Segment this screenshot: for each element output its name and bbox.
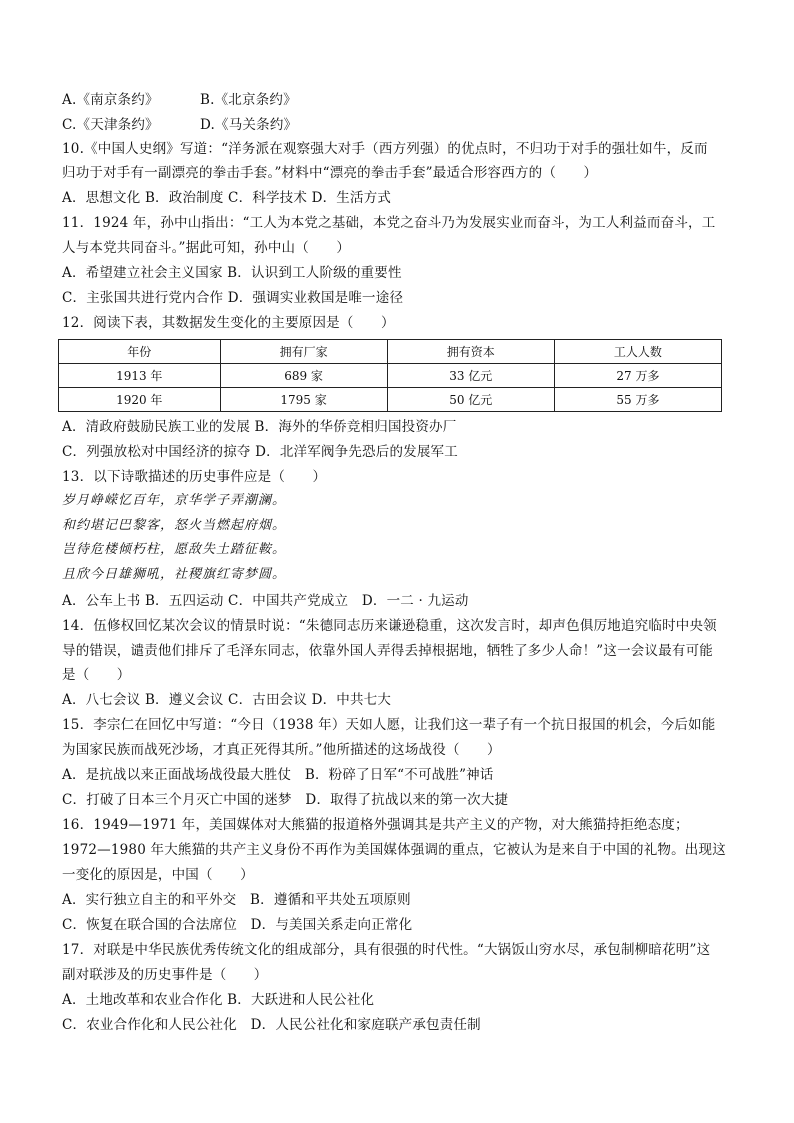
table-cell: 50 亿元 <box>387 388 554 412</box>
q15-stem-line1: 15．李宗仁在回忆中写道：“今日（1938 年）天如人愿，让我们这一辈子有一个抗日报国的机会，今后如能 <box>62 717 716 733</box>
q14-stem-line3: 是（ ） <box>62 667 131 683</box>
q9-options-ab <box>62 89 297 111</box>
q15-options-ab[interactable]: A．是抗战以来正面战场战役最大胜仗 B．粉碎了日军“不可战胜”神话 <box>62 767 494 783</box>
table-header-cell: 年份 <box>59 340 221 364</box>
q16-stem-line2: 1972—1980 年大熊猫的共产主义身份不再作为美国媒体强调的重点，它被认为是来自于中国的礼物。出现这 <box>62 842 726 858</box>
q9-option-d[interactable]: D.《马关条约》 <box>200 117 298 133</box>
table-cell: 55 万多 <box>554 388 721 412</box>
q9-option-c[interactable]: C.《天津条约》 <box>62 117 159 133</box>
q17-options-ab[interactable]: A．土地改革和农业合作化 B．大跃进和人民公社化 <box>62 992 375 1008</box>
q14-options[interactable]: A．八七会议 B．遵义会议 C．古田会议 D．中共七大 <box>62 692 392 708</box>
table-header-cell: 拥有资本 <box>387 340 554 364</box>
table-header-row <box>59 340 722 364</box>
table-cell: 1795 家 <box>220 388 387 412</box>
table-header-cell: 工人人数 <box>554 340 721 364</box>
q12-stem: 12．阅读下表，其数据发生变化的主要原因是（ ） <box>62 315 395 331</box>
q13-poem-line: 岁月峥嵘忆百年，京华学子弄潮澜。 <box>62 493 287 508</box>
table-cell: 689 家 <box>220 364 387 388</box>
q13-poem-line: 和约堪记巴黎客，怒火当燃起府烟。 <box>62 518 287 533</box>
q12-options-cd[interactable]: C．列强放松对中国经济的掠夺 D．北洋军阀争先恐后的发展军工 <box>62 444 458 460</box>
q10-options[interactable]: A．思想文化 B．政治制度 C．科学技术 D．生活方式 <box>62 190 392 206</box>
q17-stem-line2: 副对联涉及的历史事件是（ ） <box>62 967 268 983</box>
q11-stem-line1: 11．1924 年，孙中山指出：“工人为本党之基础，本党之奋斗乃为发展实业而奋斗，为工人利益而奋斗，工 <box>62 215 716 231</box>
q14-stem-line1: 14．伍修权回忆某次会议的情景时说：“朱德同志历来谦逊稳重，这次发言时，却声色俱厉地追究临时中央领 <box>62 618 717 634</box>
q16-options-cd[interactable]: C．恢复在联合国的合法席位 D．与美国关系走向正常化 <box>62 917 413 933</box>
table-header-cell: 拥有厂家 <box>220 340 387 364</box>
q17-options-cd[interactable]: C．农业合作化和人民公社化 D．人民公社化和家庭联产承包责任制 <box>62 1017 481 1033</box>
q9-options-cd <box>62 114 297 136</box>
table-row <box>59 364 722 388</box>
table-cell: 27 万多 <box>554 364 721 388</box>
q15-options-cd[interactable]: C．打破了日本三个月灭亡中国的迷梦 D．取得了抗战以来的第一次大捷 <box>62 792 509 808</box>
q9-option-a[interactable]: A.《南京条约》 <box>62 92 159 108</box>
table-row <box>59 388 722 412</box>
q11-options-cd[interactable]: C．主张国共进行党内合作 D．强调实业救国是唯一途径 <box>62 290 404 306</box>
q16-stem-line3: 一变化的原因是，中国（ ） <box>62 867 254 883</box>
q12-data-table <box>58 339 722 412</box>
table-cell: 1920 年 <box>59 388 221 412</box>
q11-options-ab[interactable]: A．希望建立社会主义国家 B．认识到工人阶级的重要性 <box>62 265 402 281</box>
q16-options-ab[interactable]: A．实行独立自主的和平外交 B．遵循和平共处五项原则 <box>62 892 411 908</box>
q13-stem: 13．以下诗歌描述的历史事件应是（ ） <box>62 469 327 485</box>
q14-stem-line2: 导的错误，谴责他们排斥了毛泽东同志，依靠外国人弄得丢掉根据地，牺牲了多少人命！”这一会议最有可能 <box>62 643 714 659</box>
q10-stem-line1: 10.《中国人史纲》写道：“洋务派在观察强大对手（西方列强）的优点时，不归功于对手的强壮如牛，反而 <box>62 141 708 157</box>
table-cell: 1913 年 <box>59 364 221 388</box>
q12-options-ab[interactable]: A．清政府鼓励民族工业的发展 B．海外的华侨竞相归国投资办厂 <box>62 419 457 435</box>
q17-stem-line1: 17．对联是中华民族优秀传统文化的组成部分，具有很强的时代性。“大锅饭山穷水尽，承包制柳暗花明”这 <box>62 942 711 958</box>
q10-stem-line2: 归功于对手有一副漂亮的拳击手套。”材料中“漂亮的拳击手套”最适合形容西方的（ ） <box>62 165 598 181</box>
q11-stem-line2: 人与本党共同奋斗。”据此可知，孙中山（ ） <box>62 240 351 256</box>
table-cell: 33 亿元 <box>387 364 554 388</box>
q16-stem-line1: 16．1949—1971 年，美国媒体对大熊猫的报道格外强调其是共产主义的产物，对大熊猫持拒绝态度； <box>62 817 689 833</box>
q15-stem-line2: 为国家民族而战死沙场，才真正死得其所。”他所描述的这场战役（ ） <box>62 742 501 758</box>
q9-option-b[interactable]: B.《北京条约》 <box>200 92 297 108</box>
q13-options[interactable]: A．公车上书 B．五四运动 C．中国共产党成立 D．一二 · 九运动 <box>62 593 469 609</box>
q13-poem-line: 且欣今日雄狮吼，社稷旗红寄梦圆。 <box>62 567 287 582</box>
q13-poem-line: 岂待危楼倾朽柱，愿敌失土踏征鞍。 <box>62 542 287 557</box>
